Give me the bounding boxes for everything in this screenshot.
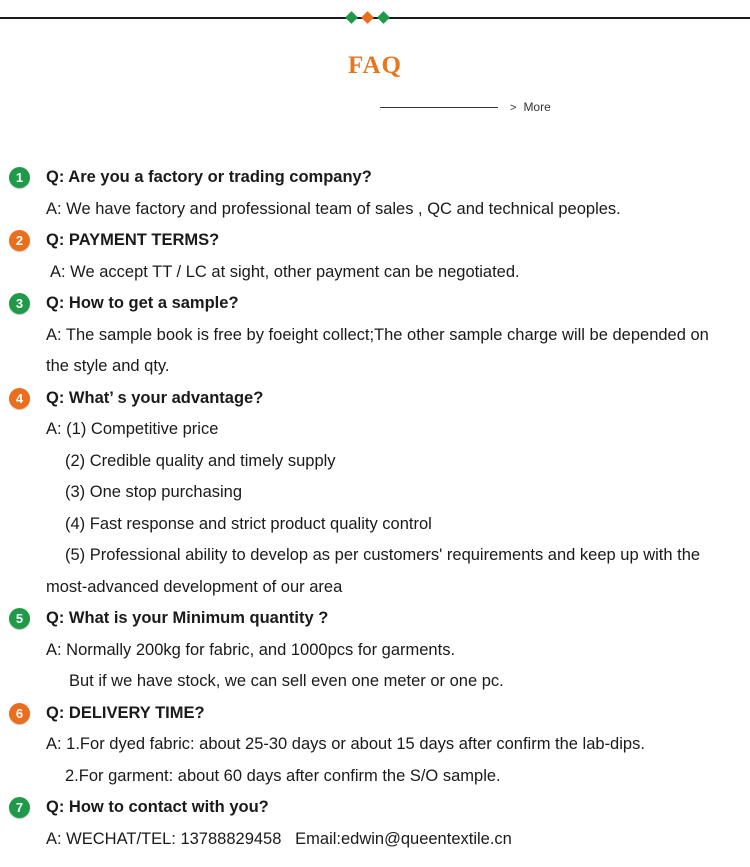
- more-label: More: [523, 100, 551, 114]
- number-badge: 6: [9, 703, 30, 724]
- number-badge: 2: [9, 230, 30, 251]
- number-badge: 1: [9, 167, 30, 188]
- diamond-icon: [345, 11, 358, 24]
- faq-question: [0, 288, 750, 320]
- question-text: Q: Are you a factory or trading company?: [46, 168, 372, 186]
- faq-answer: the style and qty.: [46, 357, 170, 375]
- number-badge: 4: [9, 388, 30, 409]
- page-title: FAQ: [348, 52, 402, 79]
- faq-answer: (4) Fast response and strict product quality control: [65, 514, 432, 533]
- question-text: Q: What is your Minimum quantity ?: [46, 609, 329, 627]
- faq-list: [0, 162, 750, 855]
- divider-ornament: [345, 10, 391, 26]
- question-text: Q: PAYMENT TERMS?: [46, 231, 220, 249]
- question-text: Q: How to contact with you?: [46, 798, 269, 816]
- faq-question: [0, 698, 750, 730]
- faq-answer: A: (1) Competitive price: [46, 420, 219, 438]
- number-badge: 3: [9, 293, 30, 314]
- faq-answer: A: 1.For dyed fabric: about 25-30 days or about 15 days after confirm the lab-dips.: [46, 735, 645, 753]
- faq-answer: A: WECHAT/TEL: 13788829458 Email:edwin@queentextile.cn: [46, 829, 512, 848]
- faq-answer: (5) Professional ability to develop as per customers' requirements and keep up with the: [65, 546, 701, 564]
- number-badge: 5: [9, 608, 30, 629]
- faq-answer: 2.For garment: about 60 days after confirm the S/O sample.: [65, 766, 501, 785]
- faq-question: [0, 792, 750, 824]
- faq-answer: (2) Credible quality and timely supply: [65, 451, 336, 470]
- more-divider: [380, 107, 498, 108]
- more-link[interactable]: [510, 100, 551, 114]
- faq-answer: A: We accept TT / LC at sight, other payment can be negotiated.: [50, 262, 520, 281]
- diamond-icon: [377, 11, 390, 24]
- question-text: Q: DELIVERY TIME?: [46, 703, 205, 722]
- faq-answer: But if we have stock, we can sell even one meter or one pc.: [69, 672, 504, 690]
- faq-answer: A: We have factory and professional team of sales , QC and technical peoples.: [46, 199, 621, 218]
- faq-answer: most-advanced development of our area: [46, 577, 343, 596]
- diamond-icon: [361, 11, 374, 24]
- faq-question: [0, 162, 750, 194]
- faq-answer: (3) One stop purchasing: [65, 483, 243, 501]
- faq-question: [0, 383, 750, 415]
- faq-question: [0, 603, 750, 635]
- faq-answer: A: Normally 200kg for fabric, and 1000pcs for garments.: [46, 640, 456, 659]
- faq-answer: A: The sample book is free by foeight collect;The other sample charge will be depended on: [46, 325, 709, 344]
- number-badge: 7: [9, 797, 30, 818]
- question-text: Q: What’ s your advantage?: [46, 388, 264, 407]
- faq-question: [0, 225, 750, 257]
- question-text: Q: How to get a sample?: [46, 294, 239, 312]
- chevron-right-icon: >: [510, 102, 517, 114]
